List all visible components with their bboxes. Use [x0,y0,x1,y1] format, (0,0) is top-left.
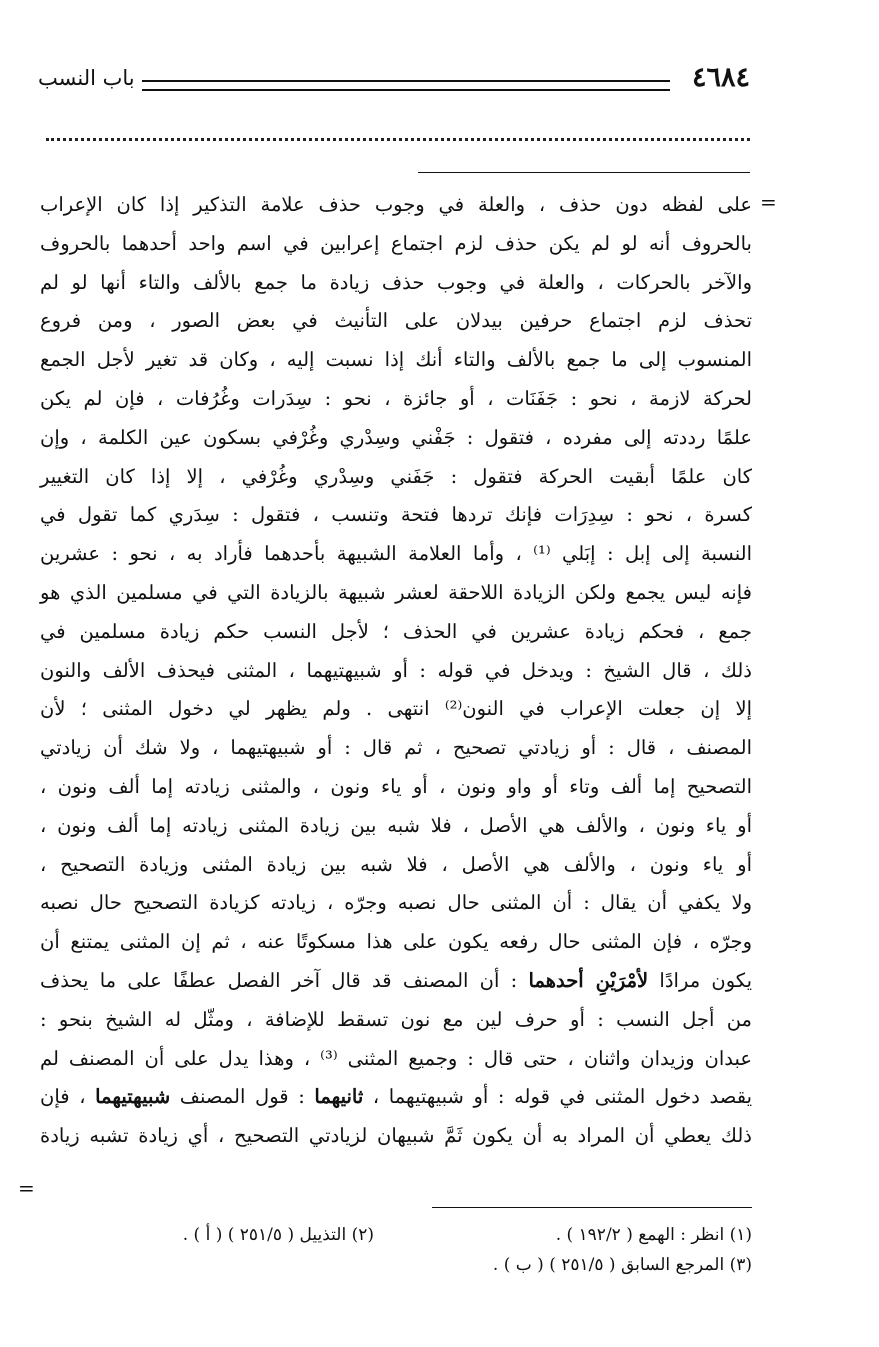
text-run: والآخر بالحركات ، والعلة في وجوب حذف زيادة ما جمع بالألف والتاء أنها لو لم [40,270,752,294]
page-header [38,60,750,100]
text-line [40,613,752,652]
text-line [40,535,752,574]
footnote-rule [432,1207,752,1208]
text-line [40,496,752,535]
text-line [40,1078,752,1117]
text-line [40,225,752,264]
text-line [40,690,752,729]
text-run: جمع ، فحكم زيادة عشرين في الحذف ؛ لأجل النسب حكم زيادة مسلمين في [40,619,752,643]
bold-phrase: لأمْرَيْنِ أحدهما [528,968,649,992]
footnote-row [130,1220,752,1250]
text-run: من أجل النسب : أو حرف لين مع نون تسقط للإضافة ، ومثّل له الشيخ بنحو : [40,1007,752,1031]
text-run: إلا إن جعلت الإعراب في النون⁽²⁾ انتهى . ولم يظهر لي دخول المثنى ؛ لأن [40,697,752,721]
text-run: يكون مرادًا [648,968,753,992]
footnote-row [130,1250,752,1280]
bold-phrase: ثانيهما [314,1085,364,1109]
text-run: المصنف ، قال : أو زيادتي تصحيح ، ثم قال : أو شبيهتيهما ، ولا شك أن زيادتي [40,736,752,760]
text-line [40,962,752,1001]
text-run: عبدان وزيدان واثنان ، حتى قال : وجميع المثنى ⁽³⁾ ، وهذا يدل على أن المصنف لم [40,1046,753,1070]
text-line [40,768,752,807]
text-run: تحذف لزم اجتماع حرفين بيدلان على التأنيث في بعض الصور ، ومن فروع [40,309,752,333]
text-run: : قول المصنف [170,1085,315,1109]
text-line [40,302,752,341]
text-run: يقصد دخول المثنى في قوله : أو شبيهتيهما ، [363,1085,752,1109]
text-line [40,574,752,613]
text-run: فإنه ليس يجمع ولكن الزيادة اللاحقة لعشر شبيهة بالزيادة التي في مسلمين الذي هو [40,580,752,604]
footnote-1: (١) انظر : الهمع ( ١٩٢/٢ ) . [555,1225,752,1245]
footnote-3: (٣) المرجع السابق ( ٢٥١/٥ ) ( ب ) . [492,1255,752,1275]
bold-phrase: شبيهتيهما [95,1085,171,1109]
footnote-2: (٢) التذييل ( ٢٥١/٥ ) ( أ ) . [182,1225,374,1245]
text-run: : أن المصنف قد قال آخر الفصل عطفًا على ما يحذف [40,968,529,992]
text-line [40,1117,752,1156]
text-run: لحركة لازمة ، نحو : جَفَنَات ، أو جائزة ، نحو : سِدَرات وغُرُفات ، فإن لم يكن [40,386,752,410]
text-line [40,341,752,380]
text-run: كسرة ، نحو : سِدِرَات فإنك تردها فتحة وتنسب ، فتقول : سِدَري كما تقول في [40,503,752,527]
text-run: ، فإن [40,1085,96,1109]
text-run: ذلك يعطي أن المراد به أن يكون ثَمَّ شبيهان لزيادتي التصحيح ، أي زيادة تشبه زيادة [40,1124,752,1148]
text-line [40,264,752,303]
text-run: التصحيح إما ألف وتاء أو واو ونون ، أو ياء ونون ، والمثنى زيادته إما ألف ونون ، [40,774,752,798]
text-run: وجرّه ، فإن المثنى حال رفعه يكون على هذا مسكوتًا عنه ، ثم إن المثنى يمتنع أن [40,930,752,954]
text-line [40,884,752,923]
text-line [40,458,752,497]
text-line [40,652,752,691]
text-run: كان علمًا أبقيت الحركة فتقول : جَفَني وسِدْري وغُرْفي ، إلا إذا كان التغيير [40,464,752,488]
body-text [40,186,752,1156]
continuation-mark-end: = [18,1176,35,1200]
text-line [40,729,752,768]
text-run: علمًا رددته إلى مفرده ، فتقول : جَفْني وسِدْري وغُرْفي بسكون عين الكلمة ، وإن [40,425,752,449]
text-run: ولا يكفي أن يقال : أن المثنى حال نصبه وجرّه ، زيادته كزيادة التصحيح حال نصبه [40,891,752,915]
page-number: ٤٦٨٤ [691,62,750,93]
text-run: المنسوب إلى ما جمع بالألف والتاء أنك إذا نسبت إليه ، وكان قد تغير لأجل الجمع [40,348,752,372]
text-line [40,380,752,419]
text-line [40,807,752,846]
header-double-rule [142,80,670,91]
text-line [40,846,752,885]
text-line [40,419,752,458]
text-line [40,1040,752,1079]
text-line [40,186,752,225]
text-line [40,923,752,962]
text-run: بالحروف أنه لو لم يكن حذف لزم اجتماع إعرابين في اسم واحد أحدهما بالحروف [40,231,752,255]
text-run: على لفظه دون حذف ، والعلة في وجوب حذف علامة التذكير إذا كان الإعراب [40,193,752,216]
dotted-separator [46,138,750,141]
text-run: النسبة إلى إبل : إبَلي ⁽¹⁾ ، وأما العلامة الشبيهة بأحدهما فأراد به ، نحو : عشرين [40,542,753,566]
footnotes [130,1220,752,1280]
text-run: أو ياء ونون ، والألف هي الأصل ، فلا شبه بين زيادة المثنى زيادته إما ألف ونون ، [40,813,752,837]
text-line [40,1001,752,1040]
section-rule [418,172,750,173]
continuation-mark-start: = [760,190,777,214]
text-run: أو ياء ونون ، والألف هي الأصل ، فلا شبه بين زيادة المثنى وزيادة التصحيح ، [40,852,752,876]
chapter-title: باب النسب [38,66,135,90]
text-run: ذلك ، قال الشيخ : ويدخل في قوله : أو شبيهتيهما ، المثنى فيحذف الألف والنون [40,658,752,682]
